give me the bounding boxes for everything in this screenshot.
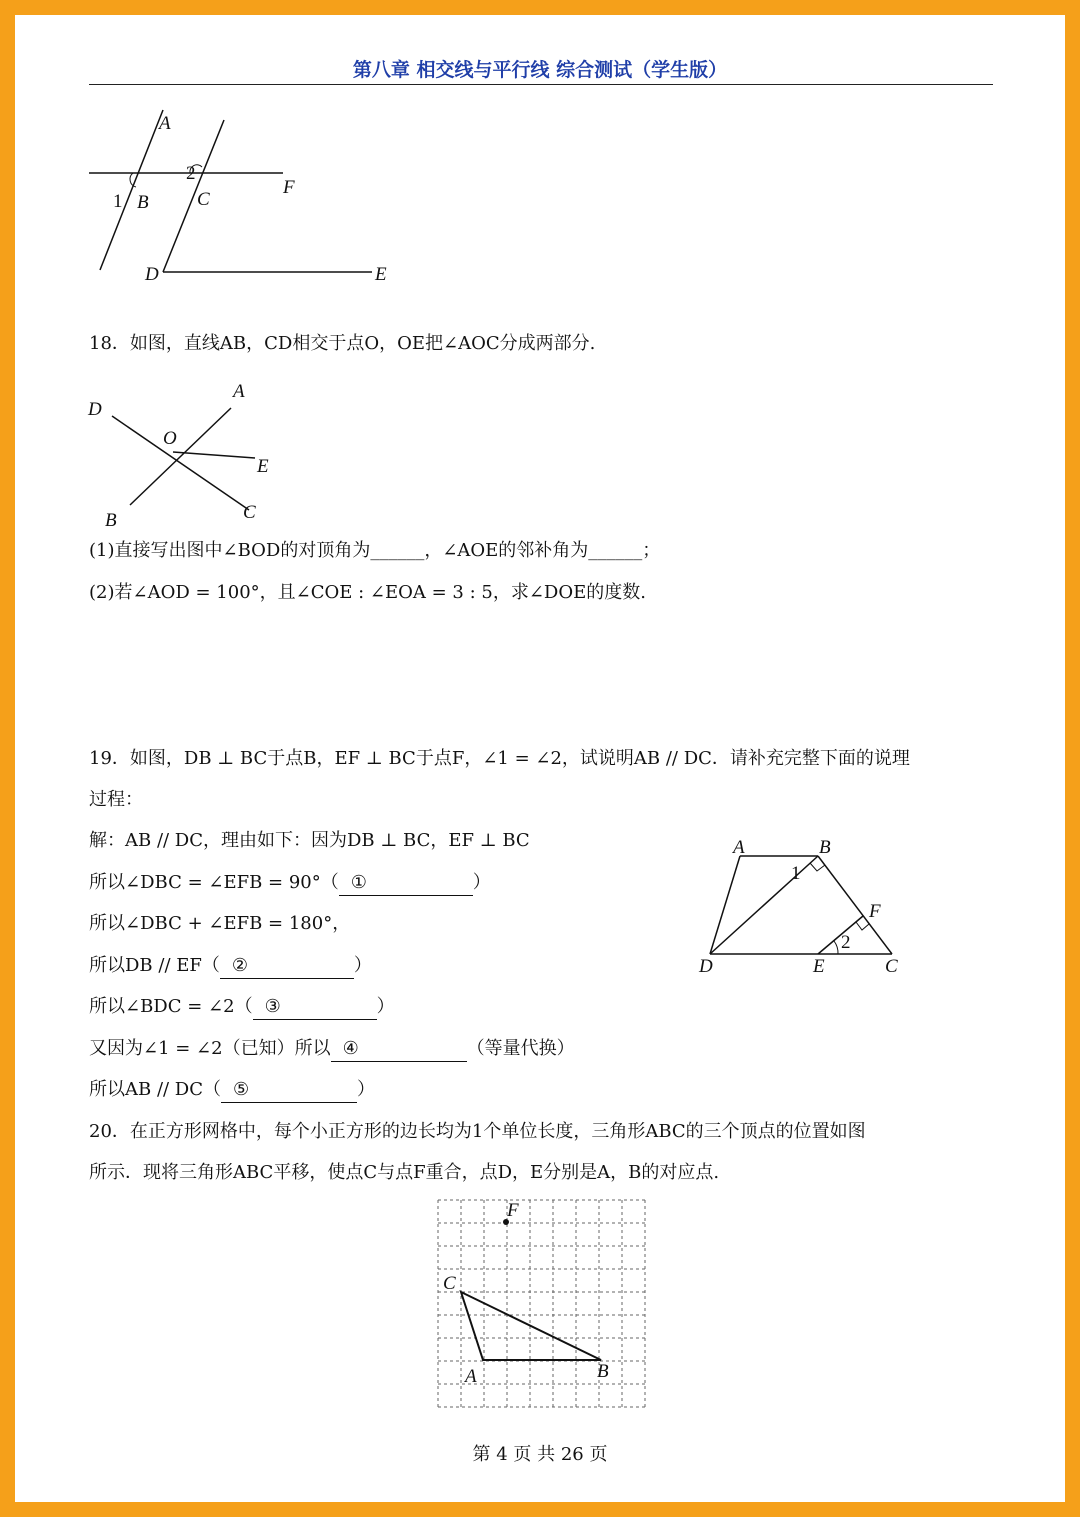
fig19-label: A bbox=[733, 837, 745, 858]
fig18-label: D bbox=[88, 399, 102, 420]
fig19-label: C bbox=[885, 956, 898, 977]
fig19-label: E bbox=[813, 956, 825, 977]
fig17-label: C bbox=[197, 189, 210, 210]
q19-step4: 所以DB // EF（ ② ） bbox=[89, 954, 372, 979]
answer-blank-1[interactable]: ① bbox=[339, 871, 473, 896]
fig20-label: A bbox=[465, 1366, 477, 1387]
q18-stem: 18．如图，直线AB，CD相交于点O，OE把∠AOC分成两部分. bbox=[89, 333, 596, 354]
answer-blank-3[interactable]: ③ bbox=[253, 995, 377, 1020]
answer-blank-4[interactable]: ④ bbox=[331, 1037, 467, 1062]
page-header-title: 第八章 相交线与平行线 综合测试（学生版） bbox=[352, 59, 728, 81]
fig17-label: B bbox=[137, 192, 149, 213]
q19-step3: 所以∠DBC + ∠EFB = 180°， bbox=[89, 913, 351, 934]
q18-part2: (2)若∠AOD = 100°，且∠COE : ∠EOA = 3 : 5，求∠DOE的度数. bbox=[89, 582, 646, 603]
answer-blank-5[interactable]: ⑤ bbox=[221, 1078, 357, 1103]
answer-blank-2[interactable]: ② bbox=[220, 954, 354, 979]
fig18-label: E bbox=[257, 456, 269, 477]
q19-step5: 所以∠BDC = ∠2（ ③ ） bbox=[89, 995, 395, 1020]
figure-intersecting-lines bbox=[85, 380, 315, 530]
fig17-label: A bbox=[159, 113, 171, 134]
q19-stem-line2: 过程： bbox=[89, 789, 143, 810]
header-rule bbox=[89, 84, 993, 85]
fig17-label: D bbox=[145, 264, 159, 285]
fig19-label: 2 bbox=[841, 932, 851, 953]
q19-step7: 所以AB // DC（ ⑤ ） bbox=[89, 1078, 375, 1103]
fig19-label: B bbox=[819, 837, 831, 858]
q20-line2: 所示．现将三角形ABC平移，使点C与点F重合，点D，E分别是A，B的对应点. bbox=[89, 1162, 720, 1183]
q19-step6: 又因为∠1 = ∠2（已知）所以 ④ （等量代换） bbox=[89, 1037, 575, 1062]
fig20-label: B bbox=[597, 1361, 609, 1382]
fig20-label: C bbox=[443, 1273, 456, 1294]
fig18-label: O bbox=[163, 428, 177, 449]
fig18-label: B bbox=[105, 510, 117, 530]
fig17-label: F bbox=[283, 177, 295, 198]
fig17-label: 2 bbox=[186, 163, 196, 184]
figure-parallel-lines bbox=[85, 95, 425, 285]
q19-step2: 所以∠DBC = ∠EFB = 90°（ ① ） bbox=[89, 871, 491, 896]
figure-trapezoid bbox=[695, 835, 925, 985]
q18-part1: (1)直接写出图中∠BOD的对顶角为______，∠AOE的邻补角为______； bbox=[89, 540, 661, 561]
fig17-label: E bbox=[375, 264, 387, 285]
page-footer: 第 4 页 共 26 页 bbox=[472, 1444, 608, 1465]
fig20-label: F bbox=[507, 1200, 519, 1221]
fig18-label: A bbox=[233, 381, 245, 402]
fig19-label: 1 bbox=[791, 863, 801, 884]
figure-grid-triangle bbox=[425, 1195, 665, 1410]
fig19-label: D bbox=[699, 956, 713, 977]
q19-stem-line1: 19．如图，DB ⊥ BC于点B，EF ⊥ BC于点F，∠1 = ∠2，试说明AB // DC．请补充完整下面的说理 bbox=[89, 748, 910, 769]
fig17-label: 1 bbox=[113, 191, 123, 212]
q20-line1: 20．在正方形网格中，每个小正方形的边长均为1个单位长度，三角形ABC的三个顶点的位置如图 bbox=[89, 1121, 866, 1142]
q19-step1: 解：AB // DC，理由如下：因为DB ⊥ BC，EF ⊥ BC bbox=[89, 830, 530, 851]
document-page bbox=[15, 15, 1065, 1502]
fig19-label: F bbox=[869, 901, 881, 922]
fig18-label: C bbox=[243, 502, 256, 523]
